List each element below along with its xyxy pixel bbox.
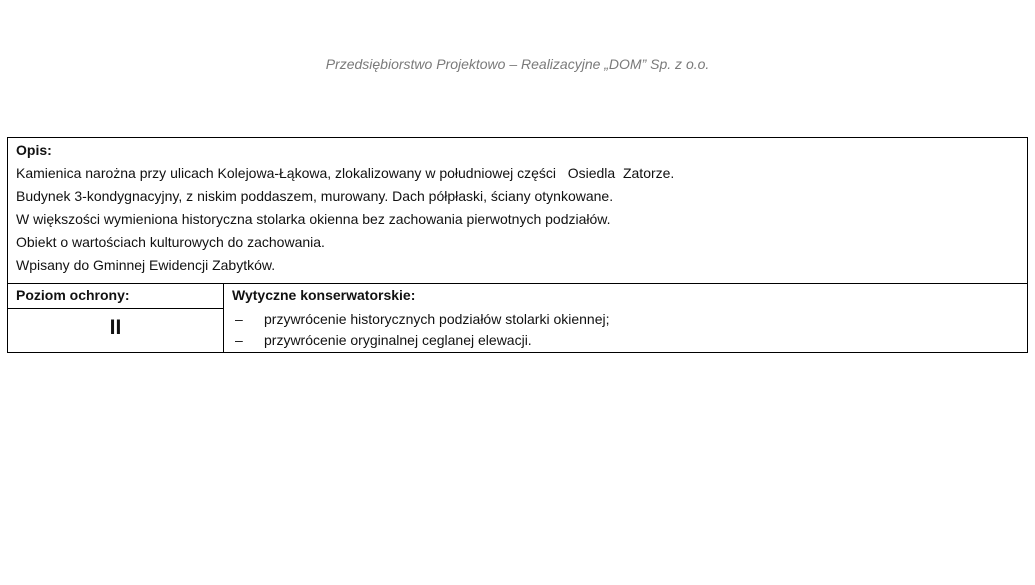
protection-level-cell (8, 284, 224, 352)
description-line: Obiekt o wartościach kulturowych do zachowania. (16, 234, 325, 250)
monument-card (7, 137, 1028, 353)
conservation-guidelines-cell (224, 284, 1027, 352)
guideline-text: przywrócenie oryginalnej ceglanej elewacji. (264, 332, 532, 348)
guidelines-label: Wytyczne konserwatorskie: (232, 287, 416, 303)
dash-bullet: – (235, 311, 243, 327)
company-header: Przedsiębiorstwo Projektowo – Realizacyjne „DOM” Sp. z o.o. (325, 56, 710, 72)
protection-level-value: II (109, 316, 122, 339)
guideline-item (232, 330, 1027, 351)
description-line: Wpisany do Gminnej Ewidencji Zabytków. (16, 257, 276, 273)
description-line: Budynek 3-kondygnacyjny, z niskim poddaszem, murowany. Dach półpłaski, ściany otynkowane. (16, 188, 614, 204)
description-label: Opis: (16, 142, 52, 158)
description-section (8, 138, 1027, 284)
guideline-text: przywrócenie historycznych podziałów stolarki okiennej; (264, 311, 610, 327)
protection-level-label: Poziom ochrony: (8, 284, 223, 309)
dash-bullet: – (235, 332, 243, 348)
description-line: W większości wymieniona historyczna stolarka okienna bez zachowania pierwotnych podziałów. (16, 211, 611, 227)
description-line: Kamienica narożna przy ulicach Kolejowa-Łąkowa, zlokalizowany w południowej części Osiedla Zatorze. (16, 165, 675, 181)
guideline-item (232, 309, 1027, 330)
